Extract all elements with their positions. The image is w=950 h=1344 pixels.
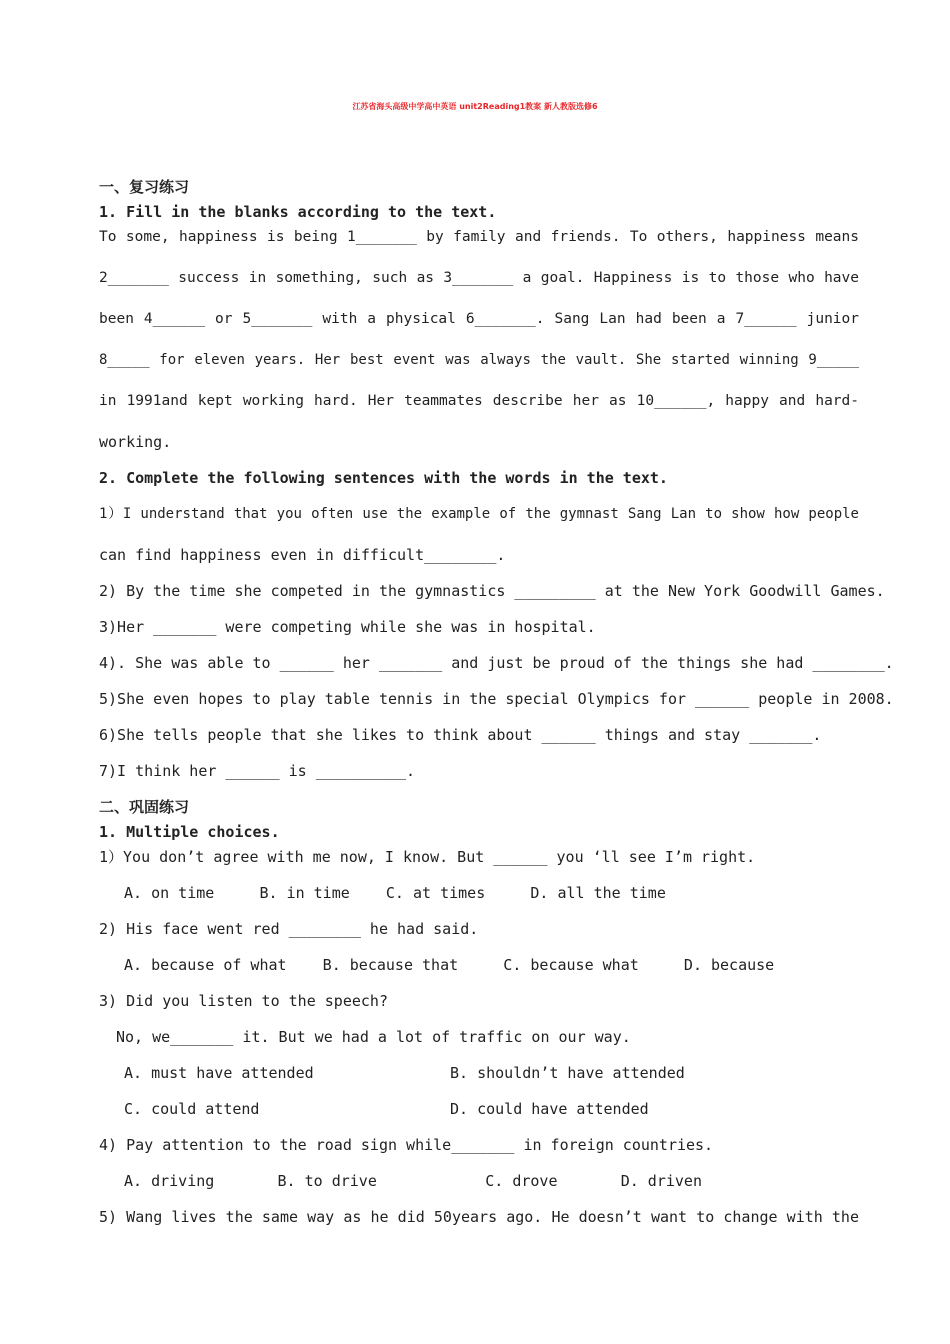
mc-question-4-options: A. driving B. to drive C. drove D. driven: [124, 1172, 702, 1190]
multiple-choice-heading: 1. Multiple choices.: [99, 823, 280, 841]
passage-line-4: 8_____ for eleven years. Her best event was always the vault. She started winning 9_____: [99, 352, 859, 368]
passage-line-6: working.: [99, 433, 172, 451]
part1-heading: 1. Fill in the blanks according to the text.: [99, 203, 497, 221]
sentence-5: 5)She even hopes to play table tennis in the special Olympics for ______ people in 2008.: [99, 690, 894, 708]
passage-line-2: 2_______ success in something, such as 3_______ a goal. Happiness is to those who have: [99, 270, 859, 286]
section2-heading: 二、巩固练习: [99, 798, 190, 816]
sentence-4: 4). She was able to ______ her _______ and just be proud of the things she had ________.: [99, 654, 894, 672]
sentence-7: 7)I think her ______ is __________.: [99, 762, 416, 780]
mc-question-3-option-d: D. could have attended: [450, 1100, 649, 1118]
sentence-6: 6)She tells people that she likes to think about ______ things and stay _______.: [99, 726, 822, 744]
sentence-1-line-1: 1）I understand that you often use the example of the gymnast Sang Lan to show how people: [99, 506, 859, 522]
sentence-2: 2) By the time she competed in the gymnastics _________ at the New York Goodwill Games.: [99, 582, 885, 600]
mc-question-3-option-a: A. must have attended: [124, 1064, 314, 1082]
passage-line-3: been 4______ or 5_______ with a physical 6_______. Sang Lan had been a 7______ junior: [99, 311, 859, 327]
passage-line-1: To some, happiness is being 1_______ by family and friends. To others, happiness means: [99, 229, 859, 245]
sentence-1-line-2: can find happiness even in difficult________.: [99, 546, 506, 564]
mc-question-5: 5) Wang lives the same way as he did 50years ago. He doesn’t want to change with the: [99, 1208, 859, 1226]
mc-question-3-option-b: B. shouldn’t have attended: [450, 1064, 685, 1082]
sentence-3: 3)Her _______ were competing while she was in hospital.: [99, 618, 596, 636]
mc-question-3-subtext: No, we_______ it. But we had a lot of traffic on our way.: [116, 1028, 631, 1046]
part2-heading: 2. Complete the following sentences with the words in the text.: [99, 469, 668, 487]
mc-question-2-options: A. because of what B. because that C. because what D. because: [124, 956, 775, 974]
mc-question-2: 2) His face went red ________ he had said.: [99, 920, 479, 938]
mc-question-1: 1）You don’t agree with me now, I know. But ______ you ‘ll see I’m right.: [99, 848, 756, 866]
section1-heading: 一、复习练习: [99, 178, 190, 196]
mc-question-1-options: A. on time B. in time C. at times D. all the time: [124, 884, 666, 902]
mc-question-3-option-c: C. could attend: [124, 1100, 260, 1118]
passage-line-5: in 1991and kept working hard. Her teammates describe her as 10______, happy and hard-: [99, 393, 859, 409]
mc-question-4: 4) Pay attention to the road sign while_______ in foreign countries.: [99, 1136, 714, 1154]
document-title: 江苏省海头高级中学高中英语 unit2Reading1教案 新人教版选修6: [352, 102, 598, 111]
mc-question-3: 3) Did you listen to the speech?: [99, 992, 388, 1010]
